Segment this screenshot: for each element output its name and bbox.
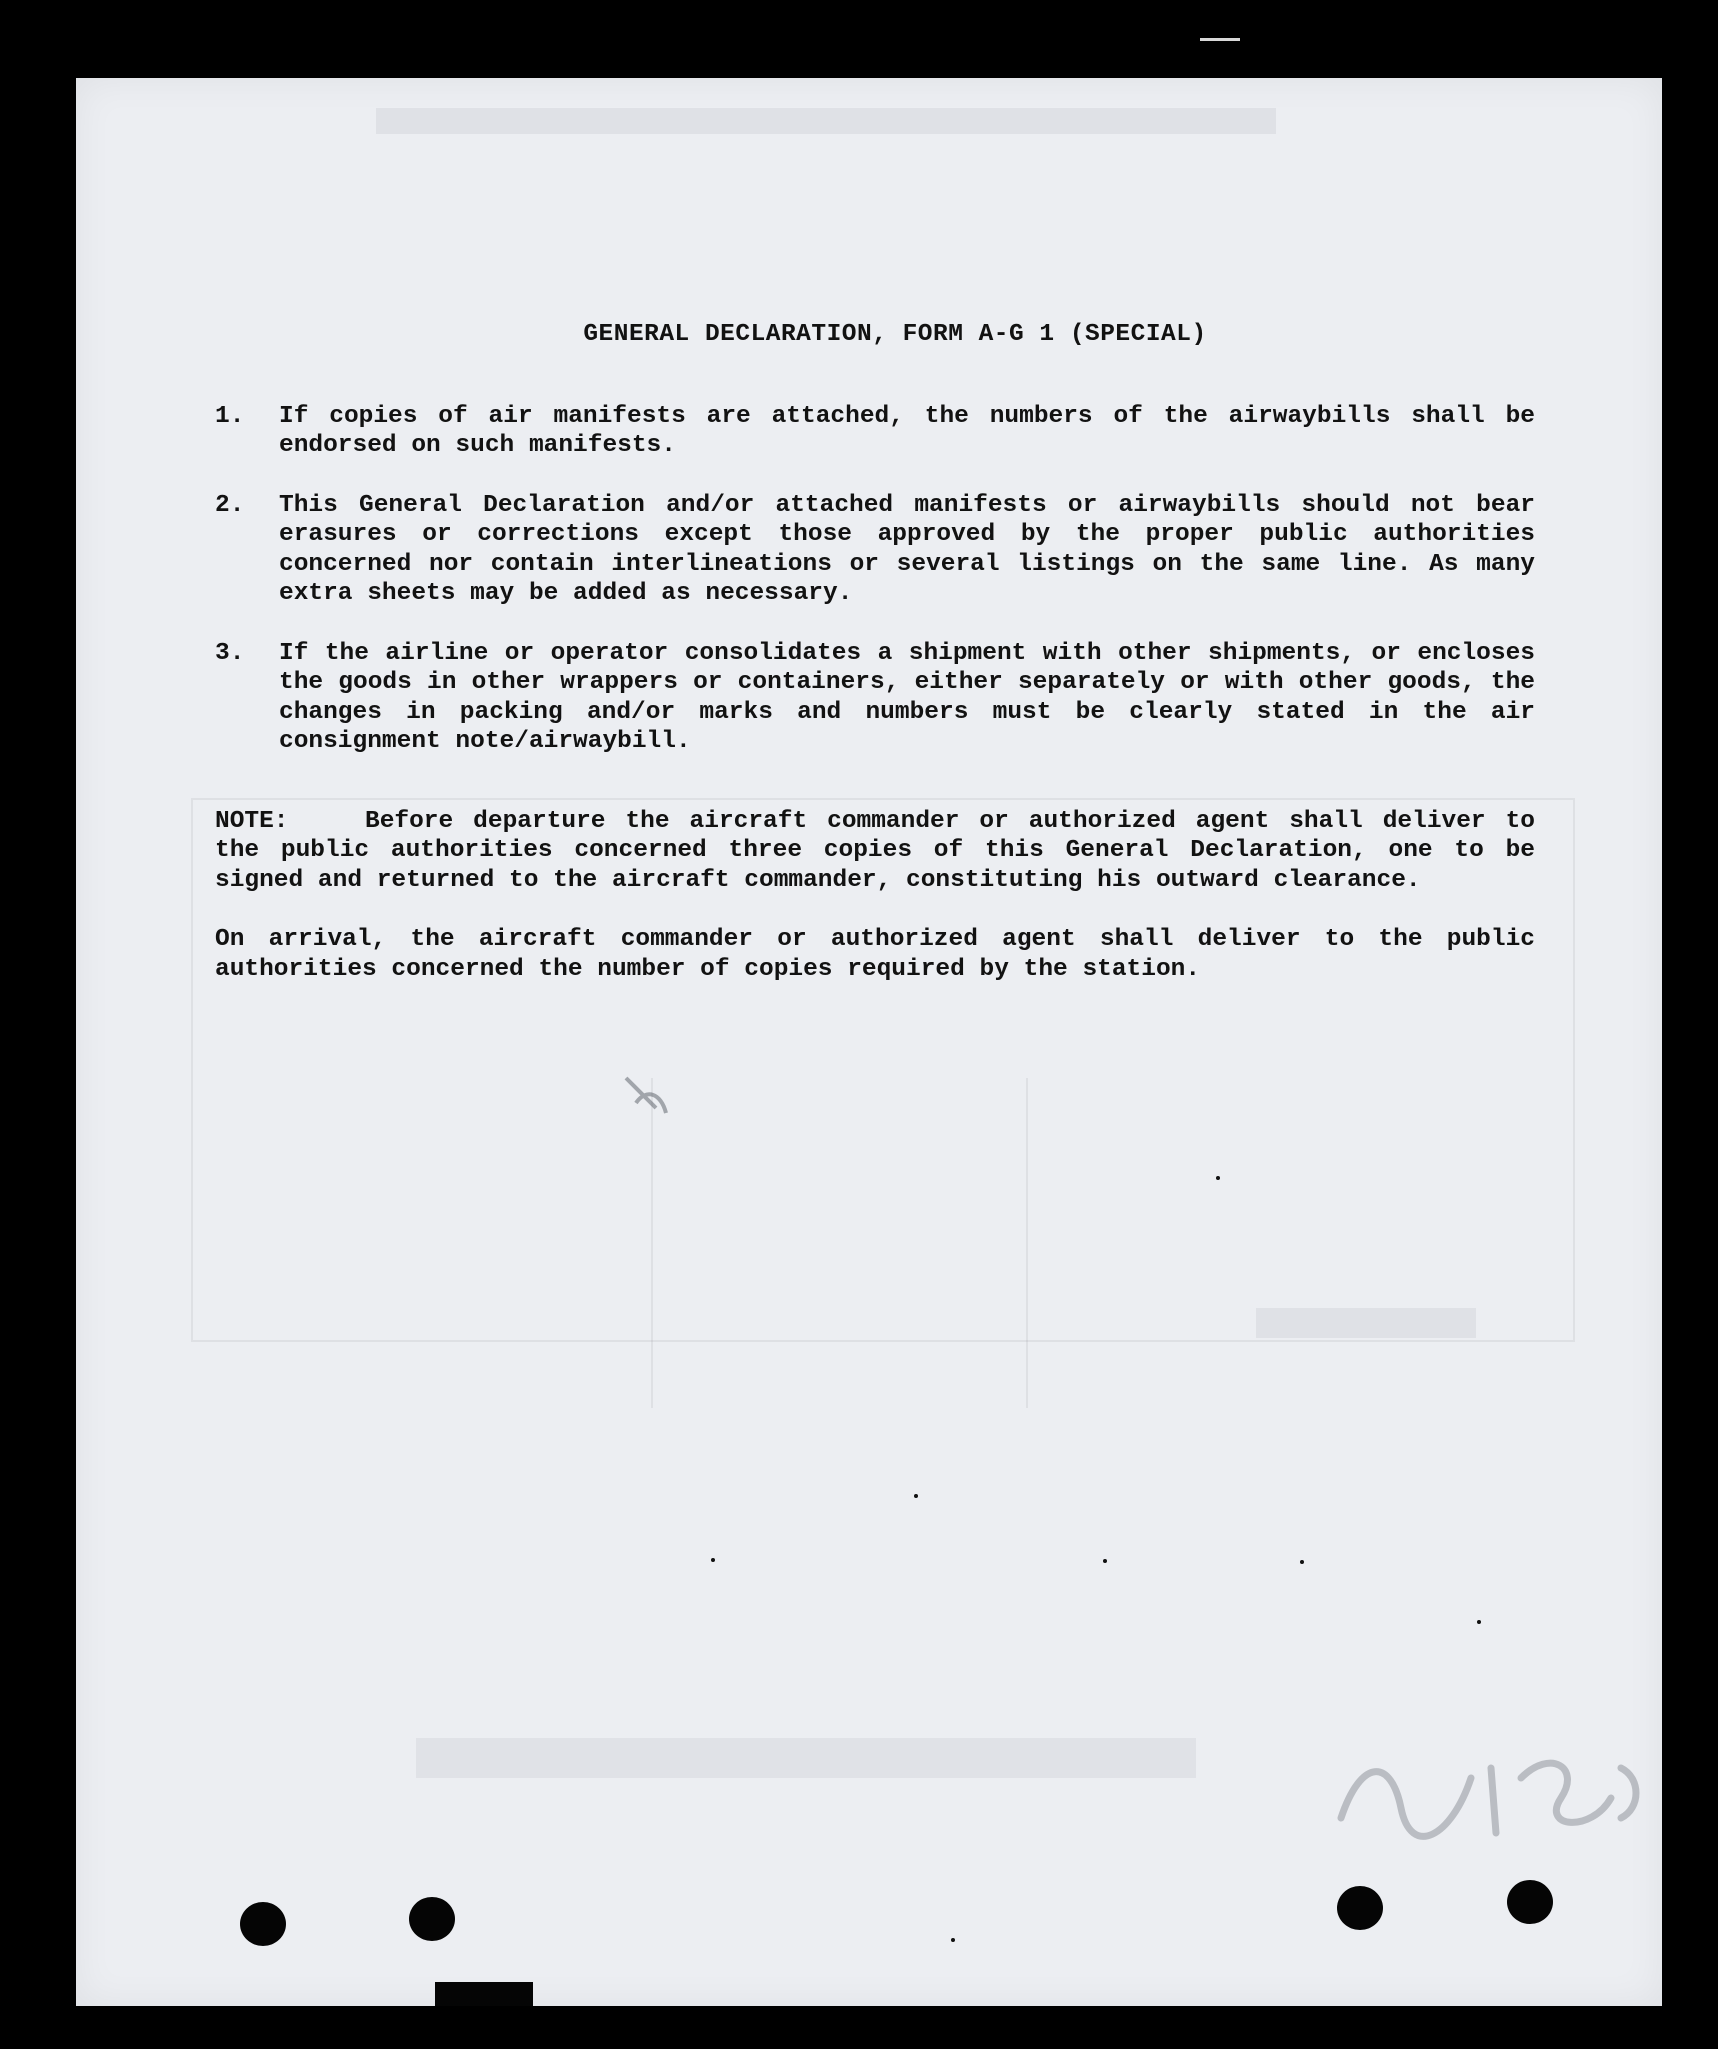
bleed-through-label bbox=[1256, 1308, 1476, 1338]
speck bbox=[914, 1494, 918, 1498]
item-text: This General Declaration and/or attached manifests or airwaybills should not bear erasures or corrections except those approved by the proper public authorities concerned nor contain interlineations or several listings on the same line. As many extra sheets may be added as necessary. bbox=[279, 491, 1535, 607]
note-text: Before departure the aircraft commander or authorized agent shall deliver to the public authorities concerned three copies of this General Declaration, one to be signed and returned to the aircraft commander, constituting his outward clearance. bbox=[215, 807, 1535, 894]
speck bbox=[951, 1938, 955, 1942]
bleed-mark bbox=[616, 1068, 676, 1128]
handwritten-bleed-mark bbox=[1321, 1738, 1661, 1848]
item-number: 1. bbox=[215, 402, 245, 430]
punch-hole bbox=[1507, 1880, 1553, 1924]
item-text: If copies of air manifests are attached, the numbers of the airwaybills shall be endorsed on such manifests. bbox=[279, 402, 1535, 459]
bleed-through-rule bbox=[1026, 1078, 1028, 1408]
instruction-item bbox=[215, 402, 1535, 461]
bleed-through-signature-line bbox=[416, 1738, 1196, 1778]
note-paragraph bbox=[215, 807, 1535, 896]
instruction-item bbox=[215, 639, 1535, 757]
document-title: GENERAL DECLARATION, FORM A-G 1 (SPECIAL) bbox=[583, 321, 1207, 348]
speck bbox=[1103, 1559, 1107, 1563]
punch-hole bbox=[409, 1897, 455, 1941]
speck bbox=[1216, 1176, 1220, 1180]
instruction-item bbox=[215, 491, 1535, 609]
punch-hole bbox=[240, 1902, 286, 1946]
scan-edge-shadow bbox=[435, 1982, 533, 2006]
declaration-instructions bbox=[215, 300, 1535, 984]
scan-edge-mark bbox=[1200, 38, 1240, 41]
speck bbox=[1477, 1620, 1481, 1624]
speck bbox=[1300, 1560, 1304, 1564]
item-text: If the airline or operator consolidates a shipment with other shipments, or encloses the goods in other wrappers or containers, either separately or with other goods, the changes in packing and/or marks and numbers must be clearly stated in the air consignment note/airwaybill. bbox=[279, 639, 1535, 755]
bleed-through-heading bbox=[376, 108, 1276, 134]
speck bbox=[711, 1558, 715, 1562]
arrival-paragraph: On arrival, the aircraft commander or authorized agent shall deliver to the public authorities concerned the number of copies required by the station. bbox=[215, 926, 1535, 983]
item-number: 2. bbox=[215, 491, 245, 519]
item-number: 3. bbox=[215, 639, 245, 667]
punch-hole bbox=[1337, 1886, 1383, 1930]
note-label: NOTE: bbox=[215, 807, 289, 835]
